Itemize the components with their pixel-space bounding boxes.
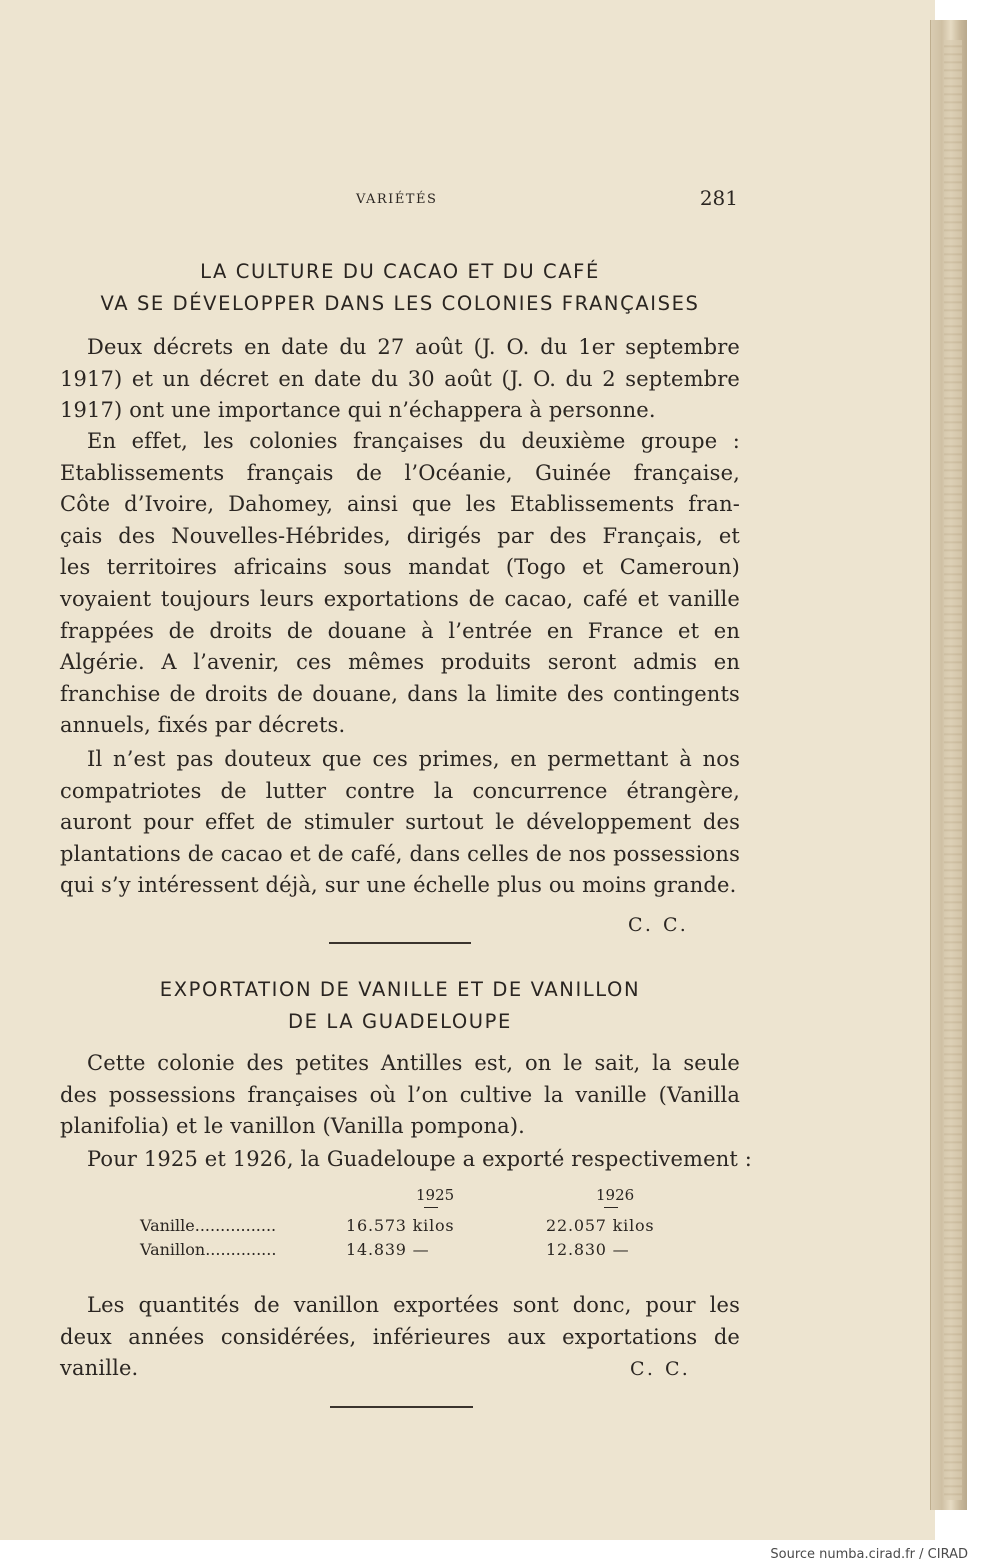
text-line: les territoires africains sous mandat (Togo et Cameroun)	[60, 555, 740, 580]
text-line: Les quantités de vanillon exportées sont donc, pour les	[87, 1293, 740, 1317]
article1-paragraph-2	[60, 426, 740, 742]
article1-title	[60, 256, 740, 320]
text-line: Cette colonie des petites Antilles est, on le sait, la seule	[87, 1051, 740, 1075]
article2-title-line: DE LA GUADELOUPE	[288, 1010, 512, 1033]
article2-signature: C. C.	[630, 1358, 691, 1380]
article2-title-line: EXPORTATION DE VANILLE ET DE VANILLON	[159, 978, 641, 1001]
value-1925: 14.839 —	[346, 1240, 430, 1259]
text-line: deux années considérées, inférieures aux exportations de	[60, 1324, 740, 1349]
page-edge-stack	[944, 40, 962, 1500]
table-row	[140, 1214, 696, 1238]
running-header	[60, 186, 740, 216]
text-line: auront pour effet de stimuler surtout le développement des	[60, 810, 740, 835]
text-line: compatriotes de lutter contre la concurrence étrangère,	[60, 778, 740, 803]
text-line: çais des Nouvelles-Hébrides, dirigés par des Français, et	[60, 523, 740, 548]
section-divider	[330, 1406, 473, 1408]
table-header-row	[140, 1186, 696, 1214]
source-credit: Source numba.cirad.fr / CIRAD	[770, 1547, 968, 1562]
table-row	[140, 1238, 696, 1262]
text-line: Algérie. A l’avenir, ces mêmes produits seront admis en	[60, 650, 740, 675]
text-line: 1917) et un décret en date du 30 août (J. O. du 2 septembre	[60, 366, 740, 391]
text-line: En effet, les colonies françaises du deuxième groupe :	[87, 429, 740, 453]
text-line: des possessions françaises où l’on cultive la vanille (Vanilla	[60, 1082, 740, 1107]
article1-signature: C. C.	[628, 914, 689, 936]
text-line: qui s’y intéressent déjà, sur une échelle plus ou moins grande.	[60, 873, 737, 898]
value-1926: 12.830 —	[546, 1240, 630, 1259]
page-number: 281	[699, 186, 738, 210]
text-line: annuels, fixés par décrets.	[60, 713, 346, 738]
value-1925: 16.573 kilos	[346, 1216, 455, 1235]
text-line: Etablissements français de l’Océanie, Guinée française,	[60, 460, 740, 485]
text-line: frappées de droits de douane à l’entrée en France et en	[60, 618, 740, 643]
export-table	[140, 1186, 696, 1262]
text-line: vanille.	[60, 1356, 139, 1381]
year-1925-header: 1925	[346, 1186, 546, 1214]
article1-paragraph-3	[60, 744, 740, 902]
row-label: Vanille................	[140, 1216, 277, 1235]
row-label: Vanillon..............	[140, 1240, 277, 1259]
article1-paragraph-1	[60, 332, 740, 427]
article2-title	[60, 974, 740, 1038]
article2-paragraph-1	[60, 1048, 740, 1143]
text-line: 1917) ont une importance qui n’échappera à personne.	[60, 398, 656, 423]
year-1926-header: 1926	[546, 1186, 696, 1214]
text-line: Pour 1925 et 1926, la Guadeloupe a exporté respectivement :	[87, 1147, 753, 1171]
text-line: franchise de droits de douane, dans la limite des contingents	[60, 681, 740, 706]
text-line: planifolia) et le vanillon (Vanilla pompona).	[60, 1114, 525, 1139]
year-underline	[604, 1207, 618, 1208]
text-line: plantations de cacao et de café, dans celles de nos possessions	[60, 841, 740, 866]
text-line: Deux décrets en date du 27 août (J. O. du 1er septembre	[87, 335, 740, 359]
article2-paragraph-2	[60, 1144, 753, 1176]
section-divider	[329, 942, 471, 944]
article1-title-line: LA CULTURE DU CACAO ET DU CAFÉ	[200, 260, 600, 283]
running-title: VARIÉTÉS	[356, 192, 438, 207]
article1-title-line: VA SE DÉVELOPPER DANS LES COLONIES FRANÇAISES	[100, 292, 700, 315]
value-1926: 22.057 kilos	[546, 1216, 655, 1235]
text-line: Il n’est pas douteux que ces primes, en permettant à nos	[87, 747, 740, 771]
text-line: Côte d’Ivoire, Dahomey, ainsi que les Etablissements fran-	[60, 492, 740, 517]
text-line: voyaient toujours leurs exportations de cacao, café et vanille	[60, 586, 740, 611]
year-underline	[424, 1207, 438, 1208]
